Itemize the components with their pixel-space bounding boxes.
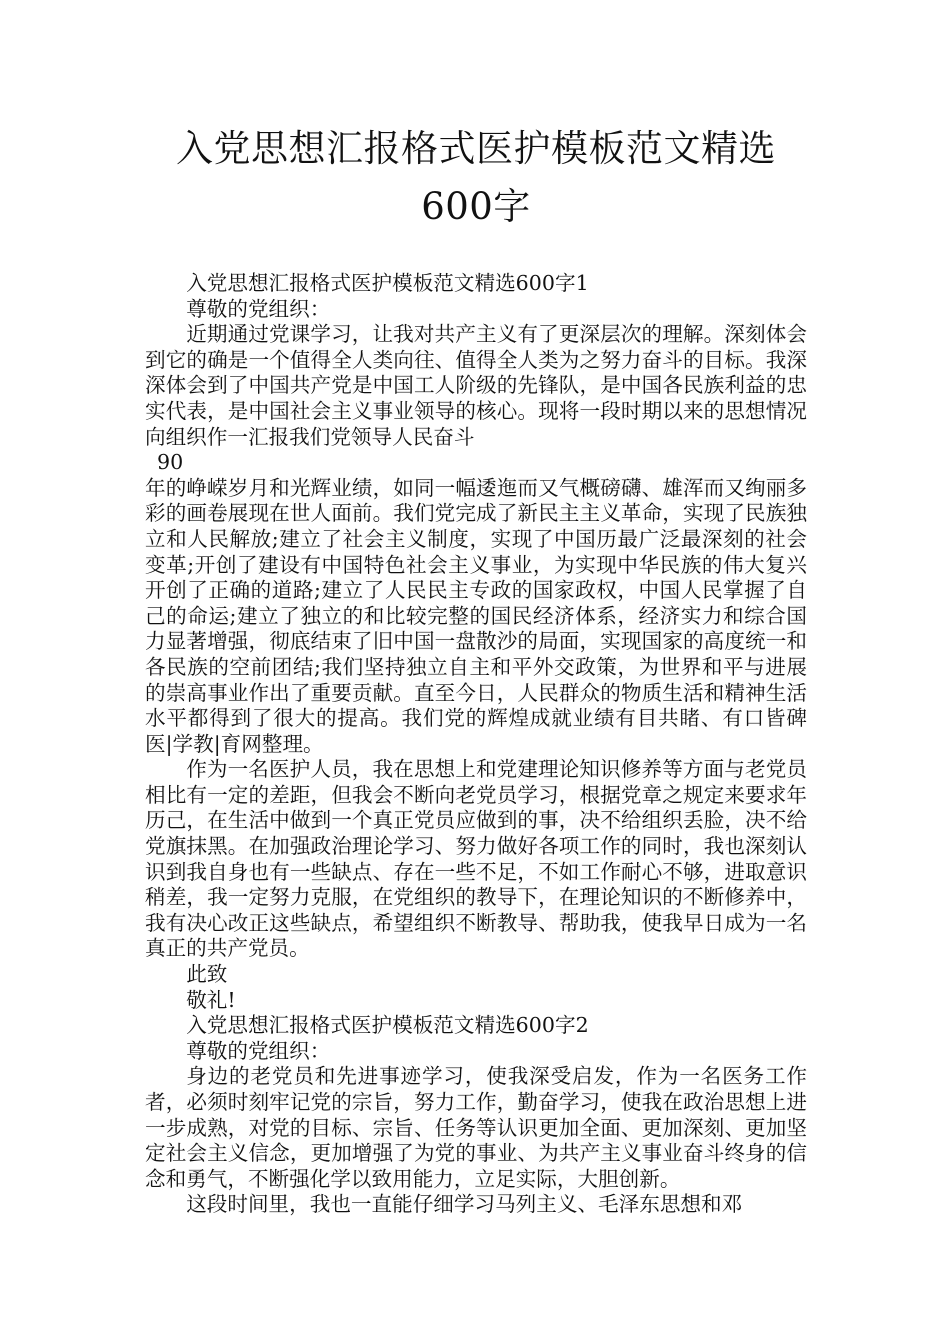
paragraph-number-fragment: 90 [157, 450, 184, 475]
document-title: 入党思想汇报格式医护模板范文精选600字 [176, 127, 776, 228]
paragraph-4: 身边的老党员和先进事迹学习，使我深受启发，作为一名医务工作者，必须时刻牢记党的宗旨，努力工作，勤奋学习，使我在政治思想上进一步成熟，对党的目标、宗旨、任务等认识更加全面、更加深刻、更加坚定社会主义信念，更加增强了为党的事业、为共产主义事业奋斗终身的信念和勇气，不断强化学以致用能力，立足实际，大胆创新。 [145, 1064, 807, 1191]
closing-1: 此致 [186, 962, 228, 987]
paragraph-2: 年的峥嵘岁月和光辉业绩，如同一幅逶迤而又气概磅礴、雄浑而又绚丽多彩的画卷展现在世人面前。我们党完成了新民主主义革命，实现了民族独立和人民解放;建立了社会主义制度，实现了中国历最广泛最深刻的社会变革;开创了建设有中国特色社会主义事业，为实现中华民族的伟大复兴开创了正确的道路;建立了人民民主专政的国家政权，中国人民掌握了自己的命运;建立了独立的和比较完整的国民经济体系，经济实力和综合国力显著增强，彻底结束了旧中国一盘散沙的局面，实现国家的高度统一和各民族的空前团结;我们坚持独立自主和平外交政策，为世界和平与进展的崇高事业作出了重要贡献。直至今日，人民群众的物质生活和精神生活水平都得到了很大的提高。我们党的辉煌成就业绩有目共睹、有口皆碑医|学教|育网整理。 [145, 475, 807, 756]
salutation-2: 尊敬的党组织： [186, 1038, 331, 1063]
document-body [145, 271, 807, 1218]
paragraph-5: 这段时间里，我也一直能仔细学习马列主义、毛泽东思想和邓 [186, 1192, 743, 1217]
closing-2: 敬礼! [186, 987, 236, 1012]
document-page [145, 120, 807, 1218]
paragraph-1: 近期通过党课学习，让我对共产主义有了更深层次的理解。深刻体会到它的确是一个值得全人类向往、值得全人类为之努力奋斗的目标。我深深体会到了中国共产党是中国工人阶级的先锋队，是中国各民族利益的忠实代表，是中国社会主义事业领导的核心。现将一段时期以来的思想情况向组织作一汇报我们党领导人民奋斗 [145, 322, 807, 449]
section-heading-2: 入党思想汇报格式医护模板范文精选600字2 [186, 1013, 589, 1038]
paragraph-3: 作为一名医护人员，我在思想上和党建理论知识修养等方面与老党员相比有一定的差距，但我会不断向老党员学习，根据党章之规定来要求年历己，在生活中做到一个真正党员应做到的事，决不给组织丢脸，决不给党旗抹黑。在加强政治理论学习、努力做好各项工作的同时，我也深刻认识到我自身也有一些缺点、存在一些不足，不如工作耐心不够，进取意识稍差，我一定努力克服，在党组织的教导下，在理论知识的不断修养中，我有决心改正这些缺点，希望组织不断教导、帮助我，使我早日成为一名真正的共产党员。 [145, 757, 807, 961]
salutation-1: 尊敬的党组织： [186, 296, 331, 321]
section-heading-1: 入党思想汇报格式医护模板范文精选600字1 [186, 271, 589, 295]
